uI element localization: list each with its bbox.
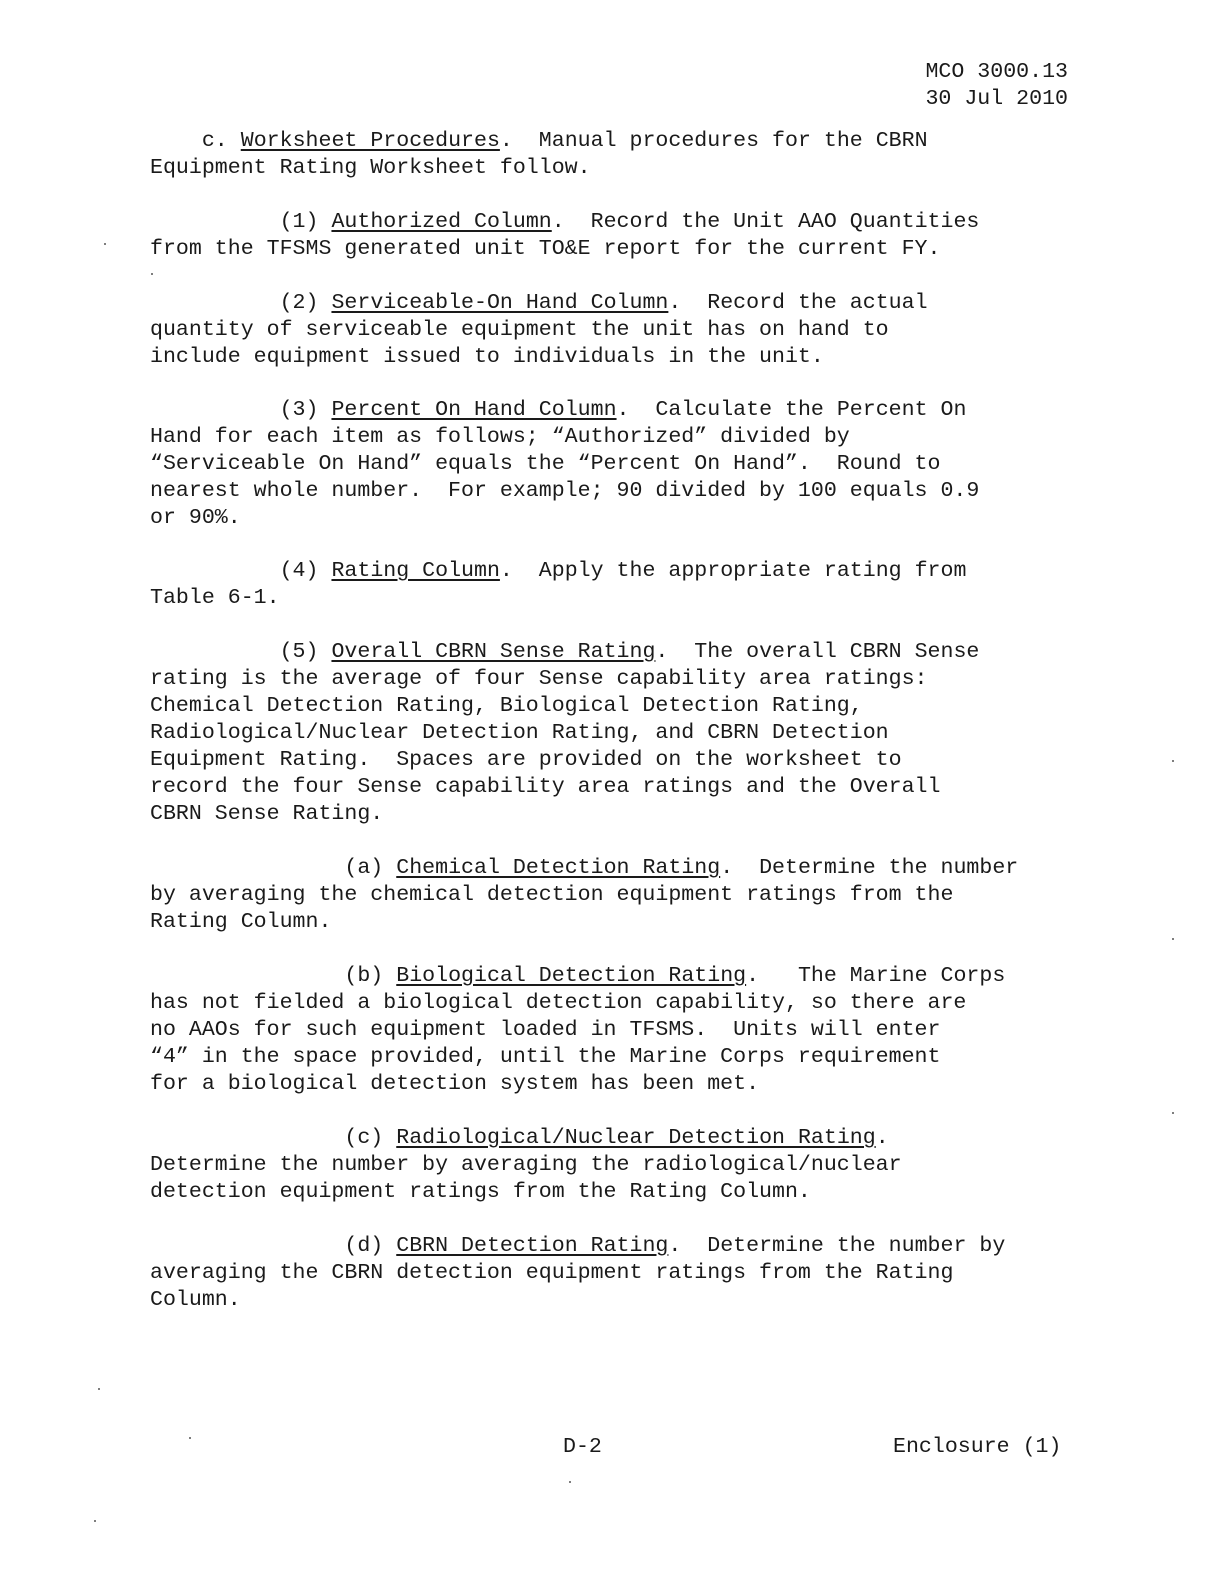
paragraph-text: . Determine the number by averaging the CBRN detection equipment ratings from the Rating Column. xyxy=(150,1234,1006,1312)
paragraph-label: (d) xyxy=(344,1234,384,1258)
paragraph-heading: Chemical Detection Rating xyxy=(396,856,721,880)
paragraph-text: . Record the actual quantity of serviceable equipment the unit has on hand to include equipment issued to individuals in the unit. xyxy=(150,291,928,369)
paragraph-b xyxy=(150,963,1150,1098)
scan-speck xyxy=(569,1481,571,1483)
paragraph-label: (4) xyxy=(279,559,319,583)
paragraph-heading: Worksheet Procedures xyxy=(240,129,500,153)
paragraph-5 xyxy=(150,639,1150,828)
paragraph-text: . Apply the appropriate rating from Table 6-1. xyxy=(150,559,967,610)
paragraph-heading: Biological Detection Rating xyxy=(396,964,747,988)
paragraph-heading: CBRN Detection Rating xyxy=(396,1234,669,1258)
scan-speck xyxy=(1172,1112,1174,1114)
paragraph-heading: Authorized Column xyxy=(331,210,552,234)
paragraph-c xyxy=(150,128,1150,182)
scan-speck xyxy=(104,243,106,245)
scan-speck xyxy=(1172,938,1174,940)
paragraph-text: . Determine the number by averaging the radiological/nuclear detection equipment ratings from the Rating Column. xyxy=(150,1126,902,1204)
paragraph-label: (b) xyxy=(344,964,384,988)
scan-speck xyxy=(94,1520,96,1522)
paragraph-heading: Rating Column xyxy=(331,559,500,583)
scan-speck xyxy=(1172,760,1174,762)
scan-speck xyxy=(98,1388,100,1390)
paragraph-text: . The Marine Corps has not fielded a biological detection capability, so there are no AAOs for such equipment loaded in TFSMS. Units will enter “4” in the space provided, until the Marine Corps requirement for a biological detection system has been met. xyxy=(150,964,1006,1096)
paragraph-label: (1) xyxy=(279,210,319,234)
paragraph-a xyxy=(150,855,1150,936)
paragraph-heading: Percent On Hand Column xyxy=(331,398,617,422)
paragraph-heading: Serviceable-On Hand Column xyxy=(331,291,669,315)
paragraph-text: . Determine the number by averaging the chemical detection equipment ratings from the Rating Column. xyxy=(150,856,1019,934)
order-date: 30 Jul 2010 xyxy=(925,87,1068,111)
paragraph-1 xyxy=(150,209,1150,263)
paragraph-heading: Radiological/Nuclear Detection Rating xyxy=(396,1126,876,1150)
paragraph-label: (3) xyxy=(279,398,319,422)
page-number: D-2 xyxy=(563,1435,602,1459)
paragraph-text: . The overall CBRN Sense rating is the average of four Sense capability area ratings: Chemical Detection Rating, Biological Detection Rating, Radiological/Nuclear Detection Rating, and CBRN Detection Equipment Rating. Spaces are provided on the worksheet to record the four Sense capability area ratings and the Overall CBRN Sense Rating. xyxy=(150,640,980,826)
paragraph-3 xyxy=(150,397,1150,532)
scan-speck xyxy=(189,1437,191,1439)
paragraph-text: . Record the Unit AAO Quantities from the TFSMS generated unit TO&E report for the current FY. xyxy=(150,210,980,261)
paragraph-label: (c) xyxy=(344,1126,384,1150)
paragraph-text: . Manual procedures for the CBRN Equipment Rating Worksheet follow. xyxy=(150,129,928,180)
paragraph-text: . Calculate the Percent On Hand for each item as follows; “Authorized” divided by “Serviceable On Hand” equals the “Percent On Hand”. Round to nearest whole number. For example; 90 divided by 100 equals 0.9 or 90%. xyxy=(150,398,980,530)
order-number: MCO 3000.13 xyxy=(925,60,1068,84)
paragraph-d xyxy=(150,1233,1150,1314)
paragraph-label: (2) xyxy=(279,291,319,315)
paragraph-heading: Overall CBRN Sense Rating xyxy=(331,640,656,664)
scan-speck xyxy=(151,273,153,275)
paragraph-4 xyxy=(150,558,1150,612)
paragraph-label: c. xyxy=(201,129,228,153)
paragraph-label: (a) xyxy=(344,856,384,880)
paragraph-2 xyxy=(150,290,1150,371)
enclosure-label: Enclosure (1) xyxy=(893,1435,1062,1459)
document-body xyxy=(150,0,1150,1400)
paragraph-label: (5) xyxy=(279,640,319,664)
paragraph-c-sub xyxy=(150,1125,1150,1206)
